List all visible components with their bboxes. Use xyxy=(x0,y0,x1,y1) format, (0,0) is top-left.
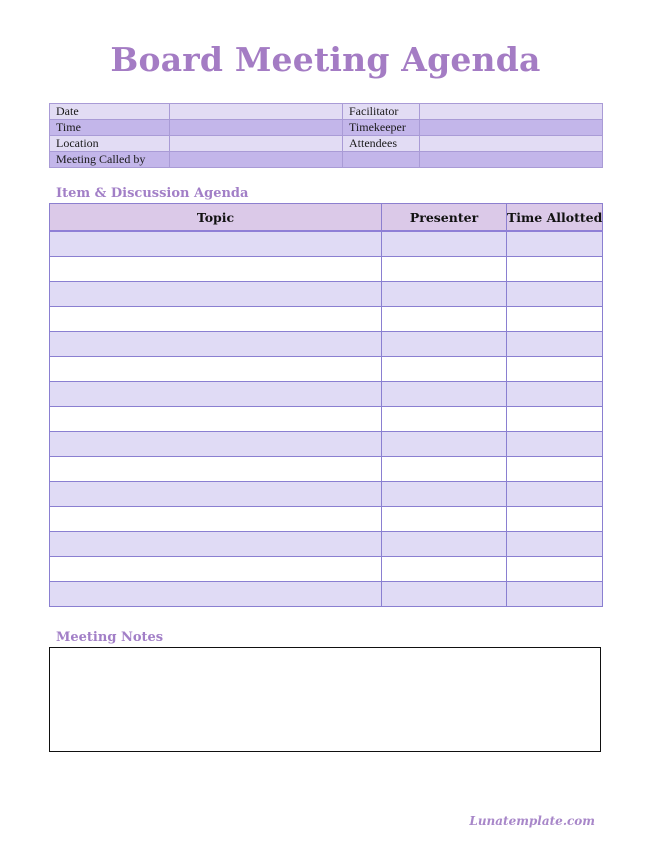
table-row xyxy=(50,482,603,507)
presenter-cell[interactable] xyxy=(382,282,507,307)
table-row xyxy=(50,307,603,332)
info-row-location xyxy=(50,136,603,152)
agenda-table xyxy=(49,203,603,607)
table-row xyxy=(50,357,603,382)
info-row-called-by xyxy=(50,152,603,168)
info-label: Location xyxy=(50,136,170,152)
agenda-header-row xyxy=(50,204,603,232)
table-row xyxy=(50,282,603,307)
time-allotted-cell[interactable] xyxy=(507,231,603,257)
info-value-timekeeper[interactable] xyxy=(420,120,603,136)
info-value-called-by[interactable] xyxy=(170,152,343,168)
time-allotted-cell[interactable] xyxy=(507,457,603,482)
info-value-date[interactable] xyxy=(170,104,343,120)
topic-cell[interactable] xyxy=(50,457,382,482)
meeting-info-table xyxy=(49,103,603,168)
info-label: Time xyxy=(50,120,170,136)
info-value-facilitator[interactable] xyxy=(420,104,603,120)
table-row xyxy=(50,257,603,282)
presenter-cell[interactable] xyxy=(382,231,507,257)
footer-credit: Lunatemplate.com xyxy=(469,814,595,828)
info-label: Meeting Called by xyxy=(50,152,170,168)
topic-cell[interactable] xyxy=(50,257,382,282)
time-allotted-cell[interactable] xyxy=(507,407,603,432)
time-allotted-cell[interactable] xyxy=(507,307,603,332)
topic-cell[interactable] xyxy=(50,557,382,582)
info-label: Facilitator xyxy=(343,104,420,120)
topic-cell[interactable] xyxy=(50,357,382,382)
presenter-cell[interactable] xyxy=(382,257,507,282)
table-row xyxy=(50,382,603,407)
info-label: Date xyxy=(50,104,170,120)
topic-cell[interactable] xyxy=(50,382,382,407)
presenter-cell[interactable] xyxy=(382,582,507,607)
info-label xyxy=(343,152,420,168)
table-row xyxy=(50,557,603,582)
meeting-notes-field[interactable] xyxy=(49,647,601,752)
time-allotted-cell[interactable] xyxy=(507,557,603,582)
info-row-time xyxy=(50,120,603,136)
presenter-cell[interactable] xyxy=(382,432,507,457)
time-allotted-cell[interactable] xyxy=(507,382,603,407)
presenter-cell[interactable] xyxy=(382,557,507,582)
time-allotted-cell[interactable] xyxy=(507,582,603,607)
table-row xyxy=(50,457,603,482)
presenter-cell[interactable] xyxy=(382,382,507,407)
table-row xyxy=(50,532,603,557)
time-allotted-cell[interactable] xyxy=(507,357,603,382)
topic-cell[interactable] xyxy=(50,307,382,332)
table-row xyxy=(50,407,603,432)
presenter-cell[interactable] xyxy=(382,332,507,357)
presenter-cell[interactable] xyxy=(382,532,507,557)
time-allotted-cell[interactable] xyxy=(507,432,603,457)
column-header-time-allotted: Time Allotted xyxy=(507,204,603,232)
notes-section-label: Meeting Notes xyxy=(56,630,164,645)
agenda-section-label: Item & Discussion Agenda xyxy=(56,186,249,201)
info-label: Attendees xyxy=(343,136,420,152)
time-allotted-cell[interactable] xyxy=(507,507,603,532)
topic-cell[interactable] xyxy=(50,332,382,357)
topic-cell[interactable] xyxy=(50,582,382,607)
info-value-extra[interactable] xyxy=(420,152,603,168)
presenter-cell[interactable] xyxy=(382,307,507,332)
presenter-cell[interactable] xyxy=(382,457,507,482)
topic-cell[interactable] xyxy=(50,407,382,432)
page-title: Board Meeting Agenda xyxy=(110,40,541,79)
table-row xyxy=(50,432,603,457)
topic-cell[interactable] xyxy=(50,432,382,457)
table-row xyxy=(50,332,603,357)
topic-cell[interactable] xyxy=(50,282,382,307)
presenter-cell[interactable] xyxy=(382,407,507,432)
column-header-topic: Topic xyxy=(50,204,382,232)
time-allotted-cell[interactable] xyxy=(507,257,603,282)
table-row xyxy=(50,507,603,532)
info-label: Timekeeper xyxy=(343,120,420,136)
table-row xyxy=(50,231,603,257)
table-row xyxy=(50,582,603,607)
topic-cell[interactable] xyxy=(50,532,382,557)
presenter-cell[interactable] xyxy=(382,507,507,532)
info-row-date xyxy=(50,104,603,120)
info-value-location[interactable] xyxy=(170,136,343,152)
info-value-attendees[interactable] xyxy=(420,136,603,152)
time-allotted-cell[interactable] xyxy=(507,332,603,357)
time-allotted-cell[interactable] xyxy=(507,282,603,307)
presenter-cell[interactable] xyxy=(382,357,507,382)
topic-cell[interactable] xyxy=(50,507,382,532)
topic-cell[interactable] xyxy=(50,231,382,257)
column-header-presenter: Presenter xyxy=(382,204,507,232)
topic-cell[interactable] xyxy=(50,482,382,507)
time-allotted-cell[interactable] xyxy=(507,482,603,507)
presenter-cell[interactable] xyxy=(382,482,507,507)
info-value-time[interactable] xyxy=(170,120,343,136)
time-allotted-cell[interactable] xyxy=(507,532,603,557)
